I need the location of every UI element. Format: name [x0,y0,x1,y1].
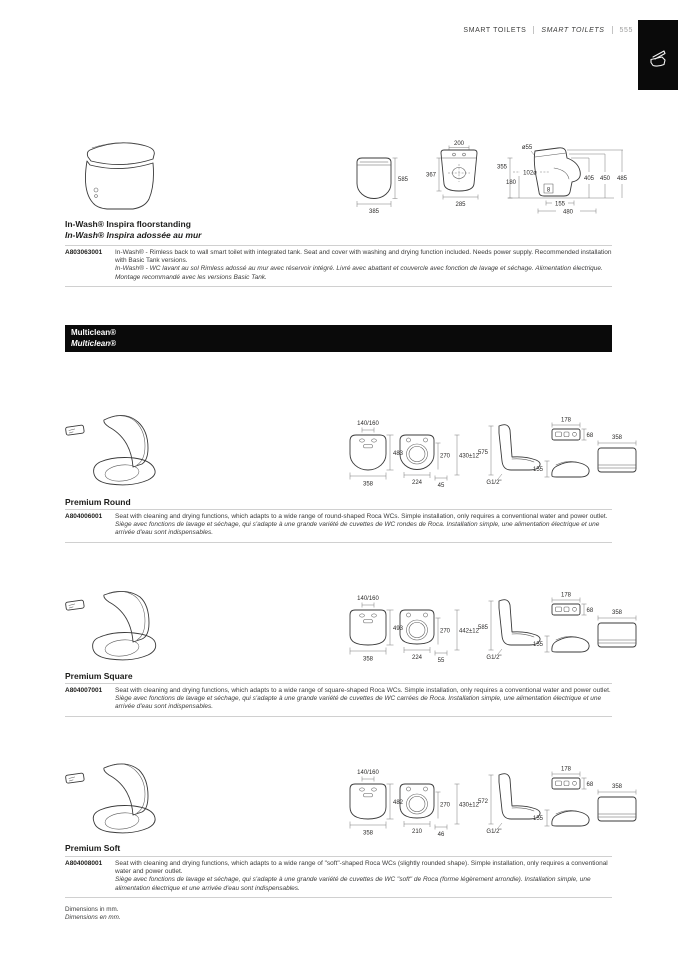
dim-label: 450 [599,176,611,182]
chapter-tab [638,20,678,90]
drawing-profile [478,774,540,835]
drawing-seat-open-top [400,435,480,489]
product-title-en: Premium Round [65,497,131,507]
breadcrumb-separator [533,26,534,34]
multiclean-banner [65,325,612,352]
product-title-fr: In-Wash® Inspira adossée au mur [65,229,202,240]
section-label-en: SMART TOILETS [463,26,527,34]
dim-label: 68 [586,433,594,439]
dim-label: 155 [532,467,543,473]
dim-label: 68 [586,608,594,614]
drawing-remote-and-side [533,593,594,653]
dim-label: 210 [411,829,423,835]
product-description-fr: In-Wash® - WC lavant au sol Rimless adossé au mur avec réservoir intégré. Livré avec abattant et couvercle avec fonction de lavage et séchage. Alimentation électrique. Montage recommandé avec les versions Basic Tank. [115,265,603,281]
dim-label: G1/2" [486,480,502,486]
dim-label: 358 [362,481,374,488]
drawing-remote-and-side [533,418,594,478]
banner-title-en: Multiclean® [71,328,117,337]
product-illustration-premium-soft [60,754,220,842]
dim-label: 46 [437,832,445,838]
dim-label: 430±12 [459,453,479,460]
dim-label: 482 [393,800,404,806]
drawing-seat-closed-top [350,770,404,837]
footer-note-en: Dimensions in mm. [65,906,119,913]
product-code: A804007001 [65,687,103,694]
page-number: 555 [619,26,633,34]
dim-label: 480 [562,209,574,216]
product-description-en: Seat with cleaning and drying functions, which adapts to a wide range of round-shaped Roca WCs. Simple installation, only requires a conventional water and power outlet. [115,513,608,520]
dim-label: 355 [496,164,507,171]
remote-control [65,425,84,435]
tech-drawings-inwash [340,138,640,218]
dim-label: 180 [505,180,516,186]
drawing-box [598,610,636,647]
dim-label: 485 [616,176,628,182]
dim-label: 285 [455,202,466,208]
dim-label: 270 [440,628,451,635]
dim-label: 493 [393,626,404,632]
product-description-fr: Siège avec fonctions de lavage et séchage, qui s'adapte à une grande variété de cuvettes de WC rondes de Roca. Installation simple, une alimentation électrique et une arrivée d'eau sont indispensables. [115,521,600,537]
drawing-top-view [357,158,409,215]
product-description [115,687,612,712]
tech-drawings-premium-round [340,413,640,495]
dim-label: 140/160 [357,770,379,776]
product-description [115,513,612,538]
dim-label: 585 [477,625,488,631]
dim-label: 358 [611,784,623,790]
drawing-box [598,784,636,821]
tech-drawings-premium-square [340,588,640,670]
product-title-en: Premium Soft [65,843,121,853]
dim-label: 200 [453,141,465,147]
drawing-seat-closed-top [350,421,404,488]
remote-control [65,773,84,783]
product-description-en: In-Wash® - Rimless back to wall smart toilet with integrated tank. Seat and cover with washing and drying function included. Needs power supply. Recommended installation with Basic Tank versions. [115,249,612,265]
product-illustration-premium-square [60,581,220,669]
dim-label: 45 [437,483,445,489]
product-title [65,219,201,240]
dim-label: 358 [611,610,623,616]
dim-label: 385 [368,209,380,215]
product-title [65,671,133,682]
product-description-row [65,683,612,717]
breadcrumb-separator [612,26,613,34]
product-title-en: In-Wash® Inspira floorstanding [65,219,191,229]
dim-label: 572 [477,799,488,805]
dim-label: G1/2" [486,829,502,835]
drawing-seat-open-top [400,610,480,664]
product-code: A804008001 [65,860,103,867]
dim-label: 585 [398,177,409,183]
footer-note-fr: Dimensions en mm. [65,914,121,921]
dim-label: ø55 [521,145,533,151]
dim-label: G1/2" [486,655,502,661]
drawing-profile [478,600,540,661]
product-title [65,497,131,508]
header-breadcrumb [463,26,633,34]
product-code: A803063001 [65,249,103,256]
dim-label: 358 [362,656,374,663]
product-description [115,249,612,282]
dim-label: 270 [440,802,451,809]
dim-label: 140/160 [357,596,379,602]
footer-note [65,906,121,922]
dim-label: 430±12 [459,802,479,809]
drawing-seat-open-top [400,784,480,838]
dim-label: 224 [411,480,423,486]
dim-label: 155 [532,642,543,648]
dim-label: 442±12 [459,628,479,635]
dim-label: 367 [425,172,436,179]
drawing-profile [478,425,540,486]
dim-label: 55 [437,658,445,664]
product-title [65,843,120,854]
dim-label: 68 [586,782,594,788]
product-description-row [65,509,612,543]
product-code: A804006001 [65,513,103,520]
remote-control [65,600,84,610]
product-description-en: Seat with cleaning and drying functions, which adapts to a wide range of "soft"-shaped Roca WCs (slightly rounded shape). Simple installation, only requires a conventional water and power outlet. [115,860,608,876]
dim-label: 358 [611,435,623,441]
product-title-en: Premium Square [65,671,133,681]
dim-label: 8 [546,187,551,194]
banner-title-fr: Multiclean® [71,338,117,348]
product-description-en: Seat with cleaning and drying functions, which adapts to a wide range of square-shaped Roca WCs. Simple installation, only requires a conventional water and power outlet. [115,687,611,694]
section-label-fr: SMART TOILETS [541,26,605,34]
dim-label: 483 [393,451,404,457]
dim-label: 358 [362,830,374,837]
dim-label: 155 [554,201,566,208]
drawing-seat-closed-top [350,596,404,663]
drawing-remote-and-side [533,767,594,827]
dim-label: 270 [440,453,451,460]
product-description [115,860,612,893]
tech-drawings-premium-soft [340,762,640,844]
dim-label: 178 [560,417,572,424]
product-illustration-premium-round [60,406,220,494]
drawing-side-view [497,145,628,216]
dim-label: 178 [560,766,572,773]
dim-label: 575 [477,450,488,456]
dim-label: 102ø [523,170,537,177]
dim-label: 178 [560,592,572,599]
drawing-box [598,435,636,472]
drawing-front-view [426,141,478,208]
dim-label: 224 [411,655,423,661]
product-description-row [65,856,612,898]
dim-label: 140/160 [357,421,379,427]
product-description-fr: Siège avec fonctions de lavage et séchage, qui s'adapte à une grande variété de cuvettes de WC "soft" de Roca (forme légèrement arrondie). Installation simple, une alimentation électrique et une arrivée d'eau sont indispensables. [115,876,591,892]
dim-label: 155 [532,816,543,822]
toilet-icon [647,48,669,70]
product-description-row [65,245,612,287]
product-description-fr: Siège avec fonctions de lavage et séchage, qui s'adapte à une grande variété de cuvettes de WC carrées de Roca. Installation simple, une alimentation électrique et une arrivée d'eau sont indispensables. [115,695,602,711]
product-illustration-inwash [62,134,202,219]
dim-label: 405 [583,176,595,182]
